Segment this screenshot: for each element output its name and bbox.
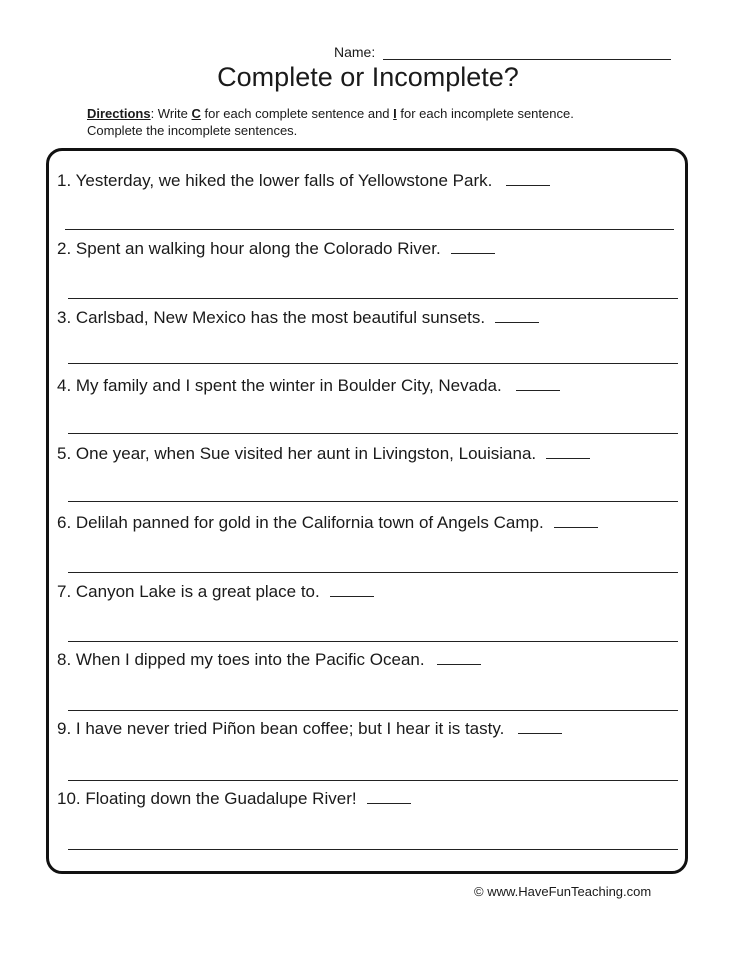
question-text: 6. Delilah panned for gold in the California town of Angels Camp. [57,513,544,532]
directions-text-3: for each incomplete sentence. [396,106,574,121]
answer-line[interactable] [68,710,678,711]
directions-text-1: : Write [150,106,192,121]
question-text: 8. When I dipped my toes into the Pacific Ocean. [57,650,425,669]
answer-blank[interactable] [546,444,590,459]
question-text: 2. Spent an walking hour along the Colorado River. [57,239,441,258]
answer-line[interactable] [68,780,678,781]
directions-text-2: for each complete sentence and [200,106,394,121]
question-text: 3. Carlsbad, New Mexico has the most beautiful sunsets. [57,308,486,327]
answer-line[interactable] [68,501,678,502]
question-text: 10. Floating down the Guadalupe River! [57,789,357,808]
question-9 [57,719,562,739]
question-text: 1. Yesterday, we hiked the lower falls of Yellowstone Park. [57,171,493,190]
question-text: 5. One year, when Sue visited her aunt in Livingston, Louisiana. [57,444,537,463]
answer-line[interactable] [68,641,678,642]
answer-blank[interactable] [437,650,481,665]
answer-blank[interactable] [330,582,374,597]
answer-line[interactable] [68,298,678,299]
question-5 [57,444,590,464]
question-7 [57,582,374,602]
answer-blank[interactable] [554,513,598,528]
directions-line-2: Complete the incomplete sentences. [87,123,298,138]
directions-c: C [191,106,201,121]
question-text: 7. Canyon Lake is a great place to. [57,582,320,601]
footer-copyright: © www.HaveFunTeaching.com [474,884,652,899]
answer-blank[interactable] [518,719,562,734]
question-3 [57,308,539,328]
question-4 [57,376,560,396]
directions-label: Directions [87,106,151,121]
answer-line[interactable] [68,572,678,573]
name-line[interactable] [383,59,671,60]
answer-blank[interactable] [516,376,560,391]
question-text: 4. My family and I spent the winter in Boulder City, Nevada. [57,376,502,395]
answer-blank[interactable] [451,239,495,254]
answer-blank[interactable] [506,171,550,186]
question-8 [57,650,481,670]
page-title: Complete or Incomplete? [217,62,519,92]
answer-line[interactable] [65,229,674,230]
answer-line[interactable] [68,433,678,434]
question-text: 9. I have never tried Piñon bean coffee; but I hear it is tasty. [57,719,505,738]
question-10 [57,789,411,809]
answer-line[interactable] [68,849,678,850]
name-label: Name: [334,44,376,60]
question-2 [57,239,495,259]
question-6 [57,513,598,533]
answer-line[interactable] [68,363,678,364]
directions [87,105,574,139]
answer-blank[interactable] [367,789,411,804]
question-1 [57,171,550,191]
answer-blank[interactable] [495,308,539,323]
directions-i: I [393,106,397,121]
